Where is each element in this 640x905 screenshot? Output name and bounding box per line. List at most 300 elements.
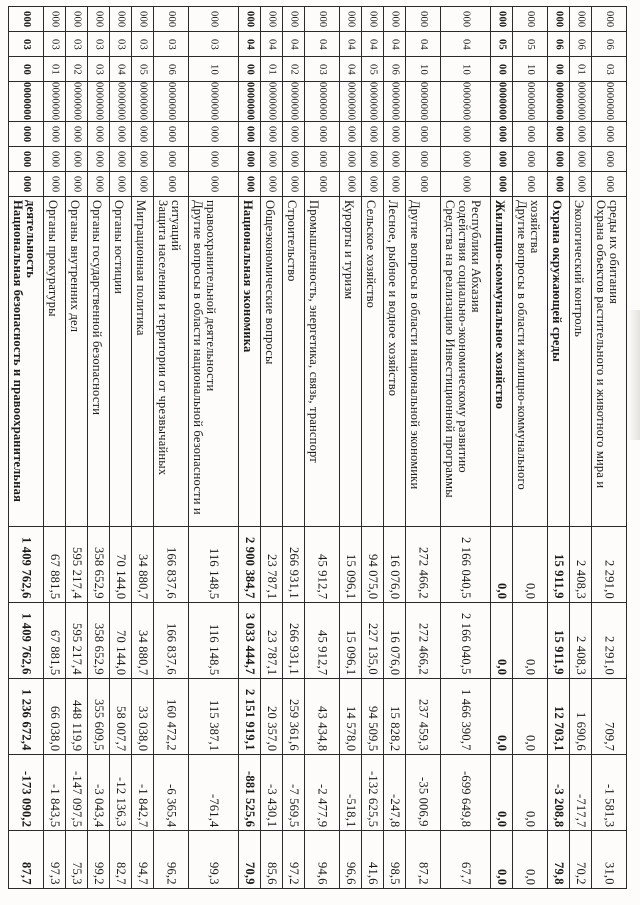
table-row-strip [189,7,239,889]
value-cell [154,831,189,889]
code-cell-text: 000 [367,125,379,143]
code-cell-text: 06 [389,63,401,75]
value-cell [189,679,239,755]
value-cell-text: -1 581,3 [602,783,617,827]
value-cell-text: 23 787,1 [265,553,279,599]
value-cell [44,603,66,679]
code-cell-text: 000 [208,150,220,168]
code-cell-text: 000 [389,10,401,28]
code-cell-text: 000 [460,10,472,28]
code-cell-text: 000 [93,10,105,28]
code-cell [283,32,305,57]
value-cell [441,603,491,679]
value-cell [362,755,384,831]
value-cell-text: 94 075,0 [366,553,380,599]
code-cell-text: 00 [21,63,32,75]
value-cell-text: 16 076,0 [388,629,402,675]
value-cell-text: 15 911,9 [552,630,566,675]
code-cell-text: 000 [389,150,401,168]
code-cell [110,82,132,122]
code-cell [110,57,132,82]
value-cell-text: 45 912,7 [315,629,330,675]
value-cell-text: 34 880,7 [136,629,150,675]
name-cell [491,197,513,527]
code-cell-text: 000 [604,125,615,143]
code-cell [154,147,189,172]
code-cell [154,172,189,197]
code-cell-text: 03 [115,38,127,50]
name-cell [154,197,189,527]
code-cell [513,7,548,32]
value-cell-text: 41,6 [366,862,380,885]
code-cell [305,7,340,32]
code-cell-text: 0000000 [496,82,508,121]
value-cell-text: 1 690,6 [574,712,588,751]
value-cell-text: 272 466,2 [416,547,431,599]
code-cell [239,122,261,147]
value-cell [340,755,362,831]
code-cell-text: 05 [496,38,508,50]
value-cell-text: 237 459,3 [416,699,431,751]
value-cell [110,755,132,831]
name-cell [406,197,441,527]
code-cell-text: 000 [115,150,127,168]
value-cell [305,527,340,603]
code-cell [44,7,66,32]
code-cell-text: 00 [496,63,508,75]
code-cell [548,147,570,172]
code-cell-text: 000 [166,150,177,168]
code-cell-text: 000 [137,125,149,143]
code-cell-text: 03 [604,63,615,75]
value-cell-text: -12 136,3 [114,777,128,827]
code-cell [305,172,340,197]
code-cell-text: 03 [93,63,105,75]
code-cell [239,147,261,172]
code-cell [261,172,283,197]
value-cell-text: 595 217,4 [70,547,84,599]
value-cell-text: -881 525,6 [243,770,257,827]
value-cell-text: -717,7 [574,793,588,827]
code-cell [44,57,66,82]
value-cell-text: 33 038,0 [136,705,150,751]
code-cell-text: 000 [418,10,429,28]
code-cell-text: 000 [367,10,379,28]
code-cell-text: 000 [266,175,278,193]
code-cell [154,82,189,122]
code-cell [66,7,88,32]
table-row-strip [239,7,261,889]
name-cell-text: Охрана окружающей среды [550,200,564,362]
code-cell [491,32,513,57]
code-cell [110,147,132,172]
code-cell [340,7,362,32]
value-cell [283,603,305,679]
code-cell [44,82,66,122]
code-cell-text: 01 [266,63,278,75]
code-cell [340,122,362,147]
code-cell-text: 05 [367,63,379,75]
code-cell-text: 000 [317,150,328,168]
code-cell-text: 000 [244,10,256,28]
value-cell [441,527,491,603]
code-cell [154,7,189,32]
code-cell [491,147,513,172]
code-cell-text: 04 [345,63,357,75]
value-cell-text: 31,0 [602,862,617,885]
value-cell [44,679,66,755]
code-cell-text: 000 [367,150,379,168]
code-cell [570,57,592,82]
code-cell-text: 00 [553,63,565,75]
code-cell [513,172,548,197]
value-cell-text: 94,6 [315,862,330,885]
code-cell [88,82,110,122]
value-cell-text: 355 609,5 [92,699,106,751]
code-cell-text: 000 [496,125,508,143]
value-cell-text: 115 387,1 [207,699,221,751]
code-cell-text: 000 [137,10,149,28]
value-cell-text: 2 408,3 [574,636,588,675]
value-cell-text: 0,0 [523,582,538,599]
code-cell-text: 04 [345,38,357,50]
code-cell-text: 03 [317,63,328,75]
code-cell-text: 000 [71,150,83,168]
code-cell-text: 0000000 [208,82,220,121]
value-cell-text: 0,0 [495,734,509,751]
table-row-strip [441,7,491,889]
code-cell [154,57,189,82]
value-cell [132,755,154,831]
name-cell-text: Другие вопросы в области жилищно-коммунального хозяйства [515,200,542,490]
name-cell [548,197,570,527]
value-cell [491,527,513,603]
code-cell-text: 000 [575,150,587,168]
code-cell-text: 000 [345,125,357,143]
value-cell-text: -35 006,9 [416,777,431,827]
code-cell [9,57,44,82]
code-cell-text: 000 [115,10,127,28]
code-cell [44,172,66,197]
code-cell-text: 04 [418,38,429,50]
value-cell [305,679,340,755]
value-cell [88,603,110,679]
value-cell-text: 99,3 [207,862,221,885]
code-cell [66,172,88,197]
value-cell [154,679,189,755]
value-cell-text: 358 652,9 [92,547,106,599]
value-cell [88,679,110,755]
value-cell [154,755,189,831]
code-cell-text: 0000000 [21,82,32,121]
name-cell [66,197,88,527]
value-cell [261,679,283,755]
value-cell-text: -2 477,9 [315,783,330,827]
value-cell [132,527,154,603]
value-cell-text: 3 033 444,7 [243,613,257,675]
value-cell [384,603,406,679]
table-row-strip [406,7,441,889]
code-cell [239,172,261,197]
value-cell [189,603,239,679]
value-cell [110,831,132,889]
code-cell-text: 0000000 [345,82,357,121]
value-cell [570,527,592,603]
code-cell [441,122,491,147]
code-cell-text: 03 [166,38,177,50]
value-cell [362,527,384,603]
value-cell-text: 70,9 [243,862,257,885]
code-cell-text: 0000000 [604,82,615,121]
table-row-strip [548,7,570,889]
value-cell-text: 70 144,0 [114,629,128,675]
name-cell [9,197,44,527]
code-cell [362,32,384,57]
value-cell [513,755,548,831]
value-cell-text: 0,0 [523,658,538,675]
code-cell-text: 000 [604,10,615,28]
code-cell-text: 0000000 [49,82,61,121]
code-cell [283,82,305,122]
code-cell-text: 04 [115,63,127,75]
code-cell [44,32,66,57]
code-cell-text: 01 [49,63,61,75]
code-cell [88,172,110,197]
code-cell-text: 03 [71,38,83,50]
value-cell [441,755,491,831]
name-cell-text: Органы юстиции [112,200,126,295]
code-cell-text: 000 [166,175,177,193]
code-cell [9,122,44,147]
value-cell-text: 0,0 [523,868,538,885]
code-cell [189,122,239,147]
code-cell [88,7,110,32]
value-cell [441,679,491,755]
value-cell [239,831,261,889]
name-cell [132,197,154,527]
code-cell [283,147,305,172]
value-cell [189,831,239,889]
code-cell-text: 000 [418,175,429,193]
value-cell-text: 0,0 [523,734,538,751]
code-cell [340,82,362,122]
code-cell-text: 01 [575,63,587,75]
value-cell [362,679,384,755]
value-cell-text: 160 472,2 [164,699,179,751]
table-row-strip [305,7,340,889]
code-cell [132,57,154,82]
value-cell-text: 448 119,9 [70,699,84,751]
value-cell-text: -247,8 [388,793,402,827]
name-cell [384,197,406,527]
code-cell [406,57,441,82]
value-cell [513,679,548,755]
code-cell-text: 000 [460,175,472,193]
code-cell [66,32,88,57]
code-cell [9,82,44,122]
value-cell [570,603,592,679]
value-cell [406,527,441,603]
code-cell-text: 000 [418,125,429,143]
code-cell-text: 000 [266,150,278,168]
value-cell-text: 94,7 [136,862,150,885]
name-cell-text: Сельское хозяйство [364,200,378,309]
value-cell [9,527,44,603]
code-cell-text: 04 [460,38,472,50]
code-cell-text: 0000000 [418,82,429,121]
table-row-strip [261,7,283,889]
code-cell-text: 0000000 [389,82,401,121]
code-cell [513,32,548,57]
code-cell [406,32,441,57]
code-cell [570,147,592,172]
code-cell-text: 000 [21,10,32,28]
code-cell [384,7,406,32]
code-cell-text: 000 [553,125,565,143]
code-cell [570,32,592,57]
code-cell [491,172,513,197]
value-cell-text: 15 828,2 [388,705,402,751]
code-cell [110,7,132,32]
value-cell-text: 2 291,0 [602,560,617,599]
value-cell-text: -173 090,2 [19,770,34,827]
code-cell [406,7,441,32]
code-cell-text: 000 [93,125,105,143]
name-cell-text: Средства на реализацию Инвестиционной программы содействия социально-экономическому развитию Республики Абхазия [443,200,483,498]
code-cell-text: 0000000 [460,82,472,121]
value-cell-text: 1 466 390,7 [459,689,473,751]
value-cell [283,679,305,755]
code-cell-text: 0000000 [575,82,587,121]
value-cell [570,755,592,831]
name-cell [441,197,491,527]
code-cell [132,122,154,147]
code-cell [305,82,340,122]
code-cell [441,82,491,122]
code-cell [491,122,513,147]
value-cell-text: 0,0 [495,868,509,885]
value-cell [283,755,305,831]
name-cell-text: Строительство [285,200,299,282]
code-cell [548,32,570,57]
value-cell-text: 96,6 [344,862,358,885]
code-cell [189,147,239,172]
value-cell-text: 96,2 [164,862,179,885]
value-cell [548,831,570,889]
value-cell [66,527,88,603]
value-cell [9,831,44,889]
code-cell [239,57,261,82]
code-cell [406,147,441,172]
value-cell [548,603,570,679]
name-cell-text: Общеэкономические вопросы [263,200,277,365]
code-cell-text: 000 [137,150,149,168]
value-cell-text: 15 096,1 [344,629,358,675]
code-cell-text: 02 [288,63,300,75]
code-cell [441,32,491,57]
value-cell [340,527,362,603]
code-cell [261,57,283,82]
name-cell-text: Другие вопросы в области национальной безопасности и правоохранительной деятельности [191,200,218,515]
value-cell [362,603,384,679]
value-cell-text: 2 408,3 [574,560,588,599]
code-cell [261,147,283,172]
code-cell-text: 0000000 [317,82,328,121]
value-cell [66,603,88,679]
code-cell [189,7,239,32]
value-cell [548,755,570,831]
value-cell-text: 166 837,6 [164,547,179,599]
code-cell [384,147,406,172]
value-cell-text: 2 151 919,1 [243,689,257,751]
code-cell [239,32,261,57]
value-cell-text: 97,2 [287,862,301,885]
budget-table [8,6,627,889]
code-cell-text: 06 [553,38,565,50]
name-cell [592,197,627,527]
code-cell [592,147,627,172]
value-cell [110,679,132,755]
name-cell-text: Национальная безопасность и правоохранительная деятельность [11,200,38,503]
name-cell [239,197,261,527]
code-cell [88,57,110,82]
value-cell [9,603,44,679]
value-cell-text: -3 043,4 [92,783,106,827]
code-cell [340,32,362,57]
name-cell-text: Миграционная политика [134,200,148,336]
code-cell-text: 000 [496,175,508,193]
name-cell [189,197,239,527]
name-cell-text: Другие вопросы в области национальной экономики [408,200,422,490]
value-cell-text: 709,7 [602,721,617,751]
code-cell-text: 000 [418,150,429,168]
name-cell [110,197,132,527]
value-cell-text: 0,0 [495,810,509,827]
value-cell-text: -3 208,8 [552,783,566,827]
value-cell-text: 45 912,7 [315,553,330,599]
code-cell [283,172,305,197]
code-cell-text: 000 [575,125,587,143]
value-cell [189,755,239,831]
table-row-strip [44,7,66,889]
code-cell-text: 03 [137,38,149,50]
code-cell-text: 03 [21,38,32,50]
name-cell-text: Жилищно-коммунальное хозяйство [493,200,507,410]
value-cell [132,679,154,755]
value-cell [592,831,627,889]
code-cell [513,147,548,172]
code-cell-text: 000 [244,150,256,168]
code-cell-text: 000 [208,10,220,28]
value-cell-text: -1 842,7 [136,783,150,827]
code-cell [362,57,384,82]
name-cell-text: Экологический контроль [572,200,586,338]
code-cell [548,82,570,122]
name-cell [305,197,340,527]
code-cell [283,122,305,147]
value-cell [88,831,110,889]
table-row-strip [570,7,592,889]
value-cell [362,831,384,889]
code-cell-text: 000 [575,175,587,193]
code-cell [189,32,239,57]
code-cell [9,32,44,57]
value-cell-text: 43 434,8 [315,705,330,751]
table-row-strip [384,7,406,889]
code-cell [406,122,441,147]
value-cell [239,603,261,679]
code-cell [261,122,283,147]
